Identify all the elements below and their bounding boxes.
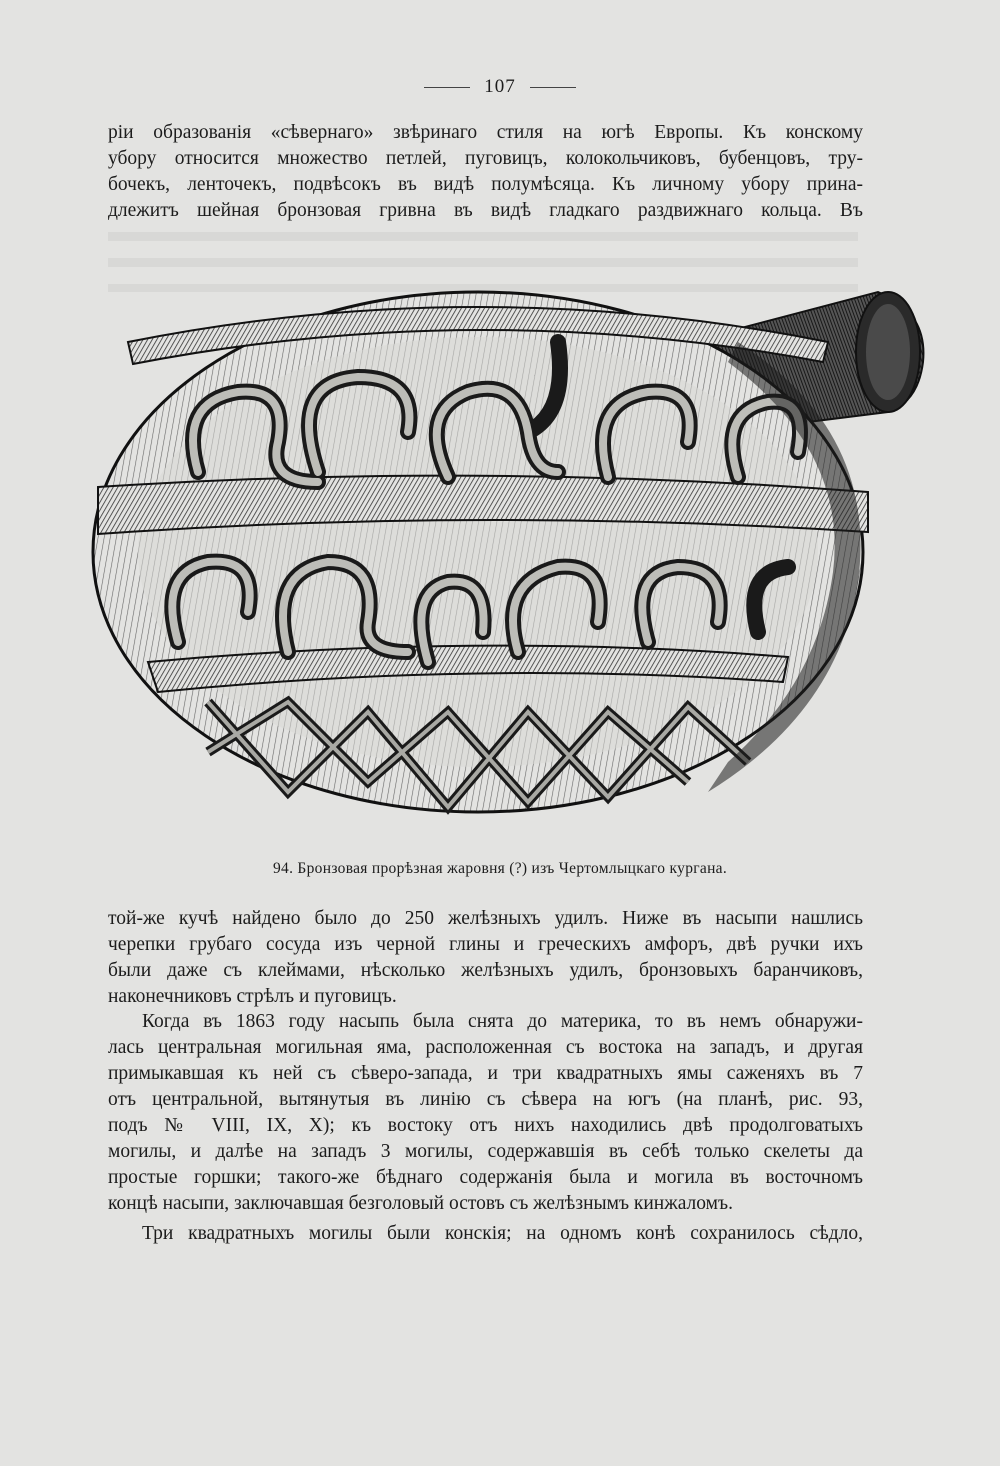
text-line: примыкавшая къ ней съ сѣверо-запада, и три квадратныхъ ямы саженяхъ въ 7 (108, 1063, 863, 1084)
text-line: ріи образованія «сѣвернаго» звѣринаго стиля на югѣ Европы. Къ конскому (108, 122, 863, 143)
text-line: были даже съ клеймами, нѣсколько желѣзныхъ удилъ, бронзовыхъ баранчиковъ, (108, 960, 863, 981)
paragraph-4 (108, 1221, 863, 1247)
text-line: отъ центральной, вытянутыя въ линію съ сѣвера на югъ (на планѣ, рис. 93, (108, 1089, 863, 1110)
text-line: лась центральная могильная яма, расположенная съ востока на западъ, и другая (108, 1037, 863, 1058)
page-number: 107 (484, 76, 516, 97)
text-line: могилы, и далѣе на западъ 3 могилы, содержавшія въ себѣ только скелеты да (108, 1141, 863, 1162)
text-line: концѣ насыпи, заключавшая безголовый остовъ съ желѣзнымъ кинжаломъ. (108, 1193, 733, 1214)
text-line: Когда въ 1863 году насыпь была снята до материка, то въ немъ обнаружи- (142, 1011, 863, 1032)
page-header (0, 76, 1000, 98)
paragraph-2 (108, 906, 863, 1010)
text-line: черепки грубаго сосуда изъ черной глины и греческихъ амфоръ, двѣ ручки ихъ (108, 934, 863, 955)
header-rule-right (530, 87, 576, 88)
text-line: простые горшки; такого-же бѣднаго содержанія была и могила въ восточномъ (108, 1167, 863, 1188)
paragraph-3 (108, 1009, 863, 1217)
text-line: убору относится множество петлей, пуговицъ, колокольчиковъ, бубенцовъ, тру- (108, 148, 863, 169)
paragraph-1 (108, 120, 863, 224)
text-line: бочекъ, ленточекъ, подвѣсокъ въ видѣ полумѣсяца. Къ личному убору прина- (108, 174, 863, 195)
text-line: подъ № VIII, IX, X); къ востоку отъ нихъ находились двѣ продолговатыхъ (108, 1115, 863, 1136)
text-line: Три квадратныхъ могилы были конскія; на одномъ конѣ сохранилось сѣдло, (142, 1223, 863, 1244)
header-rule-left (424, 87, 470, 88)
text-line: наконечниковъ стрѣлъ и пуговицъ. (108, 986, 397, 1007)
text-line: длежитъ шейная бронзовая гривна въ видѣ гладкаго раздвижнаго кольца. Въ (108, 200, 863, 221)
bronze-brazier-engraving (88, 282, 928, 842)
text-line: той-же кучѣ найдено было до 250 желѣзныхъ удилъ. Ниже въ насыпи нашлись (108, 908, 863, 929)
figure-caption: 94. Бронзовая прорѣзная жаровня (?) изъ Чертомлыцкаго кургана. (272, 860, 728, 877)
